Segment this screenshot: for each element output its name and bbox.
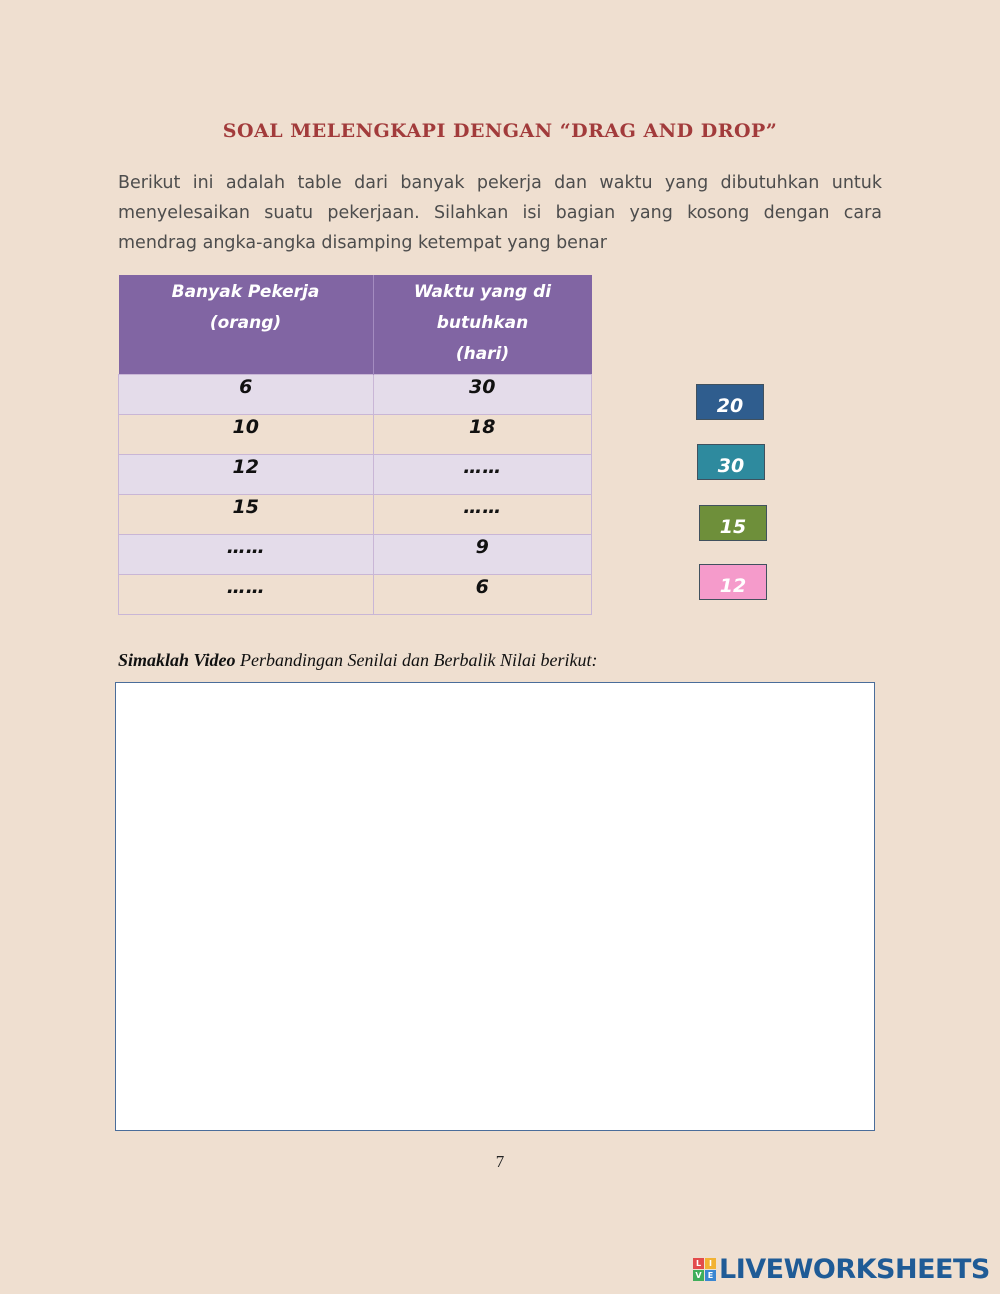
- days-drop-target[interactable]: ……: [373, 455, 592, 495]
- video-caption-bold: Simaklah Video: [118, 650, 236, 670]
- logo-letter: E: [705, 1270, 716, 1281]
- workers-cell: 10: [119, 415, 374, 455]
- table-row: [119, 575, 592, 615]
- video-caption: [118, 650, 597, 671]
- days-cell: 30: [373, 375, 592, 415]
- header-days-line2: butuhkan: [436, 313, 529, 333]
- workers-cell: 6: [119, 375, 374, 415]
- header-days: [373, 275, 592, 375]
- logo-letter: V: [693, 1270, 704, 1281]
- workers-cell: 15: [119, 495, 374, 535]
- table-row: [119, 415, 592, 455]
- header-days-line1: Waktu yang di: [413, 282, 552, 302]
- liveworksheets-logo: [693, 1253, 990, 1285]
- table-row: [119, 535, 592, 575]
- live-logo-icon: [693, 1258, 716, 1281]
- video-embed[interactable]: [115, 682, 875, 1131]
- logo-letter: I: [705, 1258, 716, 1269]
- video-caption-rest: Perbandingan Senilai dan Berbalik Nilai berikut:: [235, 650, 598, 670]
- drag-tile-15[interactable]: 15: [699, 505, 767, 541]
- drag-tile-20[interactable]: 20: [696, 384, 764, 420]
- days-cell: 6: [373, 575, 592, 615]
- header-workers: [119, 275, 374, 375]
- days-cell: 18: [373, 415, 592, 455]
- days-drop-target[interactable]: ……: [373, 495, 592, 535]
- header-workers-line2: (orang): [209, 313, 282, 333]
- days-cell: 9: [373, 535, 592, 575]
- header-days-line3: (hari): [455, 344, 510, 364]
- table-row: [119, 495, 592, 535]
- logo-text: LIVEWORKSHEETS: [719, 1253, 990, 1285]
- instructions-paragraph: Berikut ini adalah table dari banyak pekerja dan waktu yang dibutuhkan untuk menyelesaikan suatu pekerjaan. Silahkan isi bagian yang kosong dengan cara mendrag angka-angka disamping ketempat yang benar: [118, 173, 882, 253]
- drag-tile-12[interactable]: 12: [699, 564, 767, 600]
- table-row: [119, 375, 592, 415]
- workers-drop-target[interactable]: ……: [119, 575, 374, 615]
- logo-letter: L: [693, 1258, 704, 1269]
- header-workers-line1: Banyak Pekerja: [171, 282, 320, 302]
- drag-tile-30[interactable]: 30: [697, 444, 765, 480]
- page-number: 7: [495, 1152, 505, 1171]
- workers-days-table: [118, 275, 592, 615]
- table-row: [119, 455, 592, 495]
- workers-cell: 12: [119, 455, 374, 495]
- workers-drop-target[interactable]: ……: [119, 535, 374, 575]
- worksheet-title: SOAL MELENGKAPI DENGAN “DRAG AND DROP”: [222, 120, 778, 142]
